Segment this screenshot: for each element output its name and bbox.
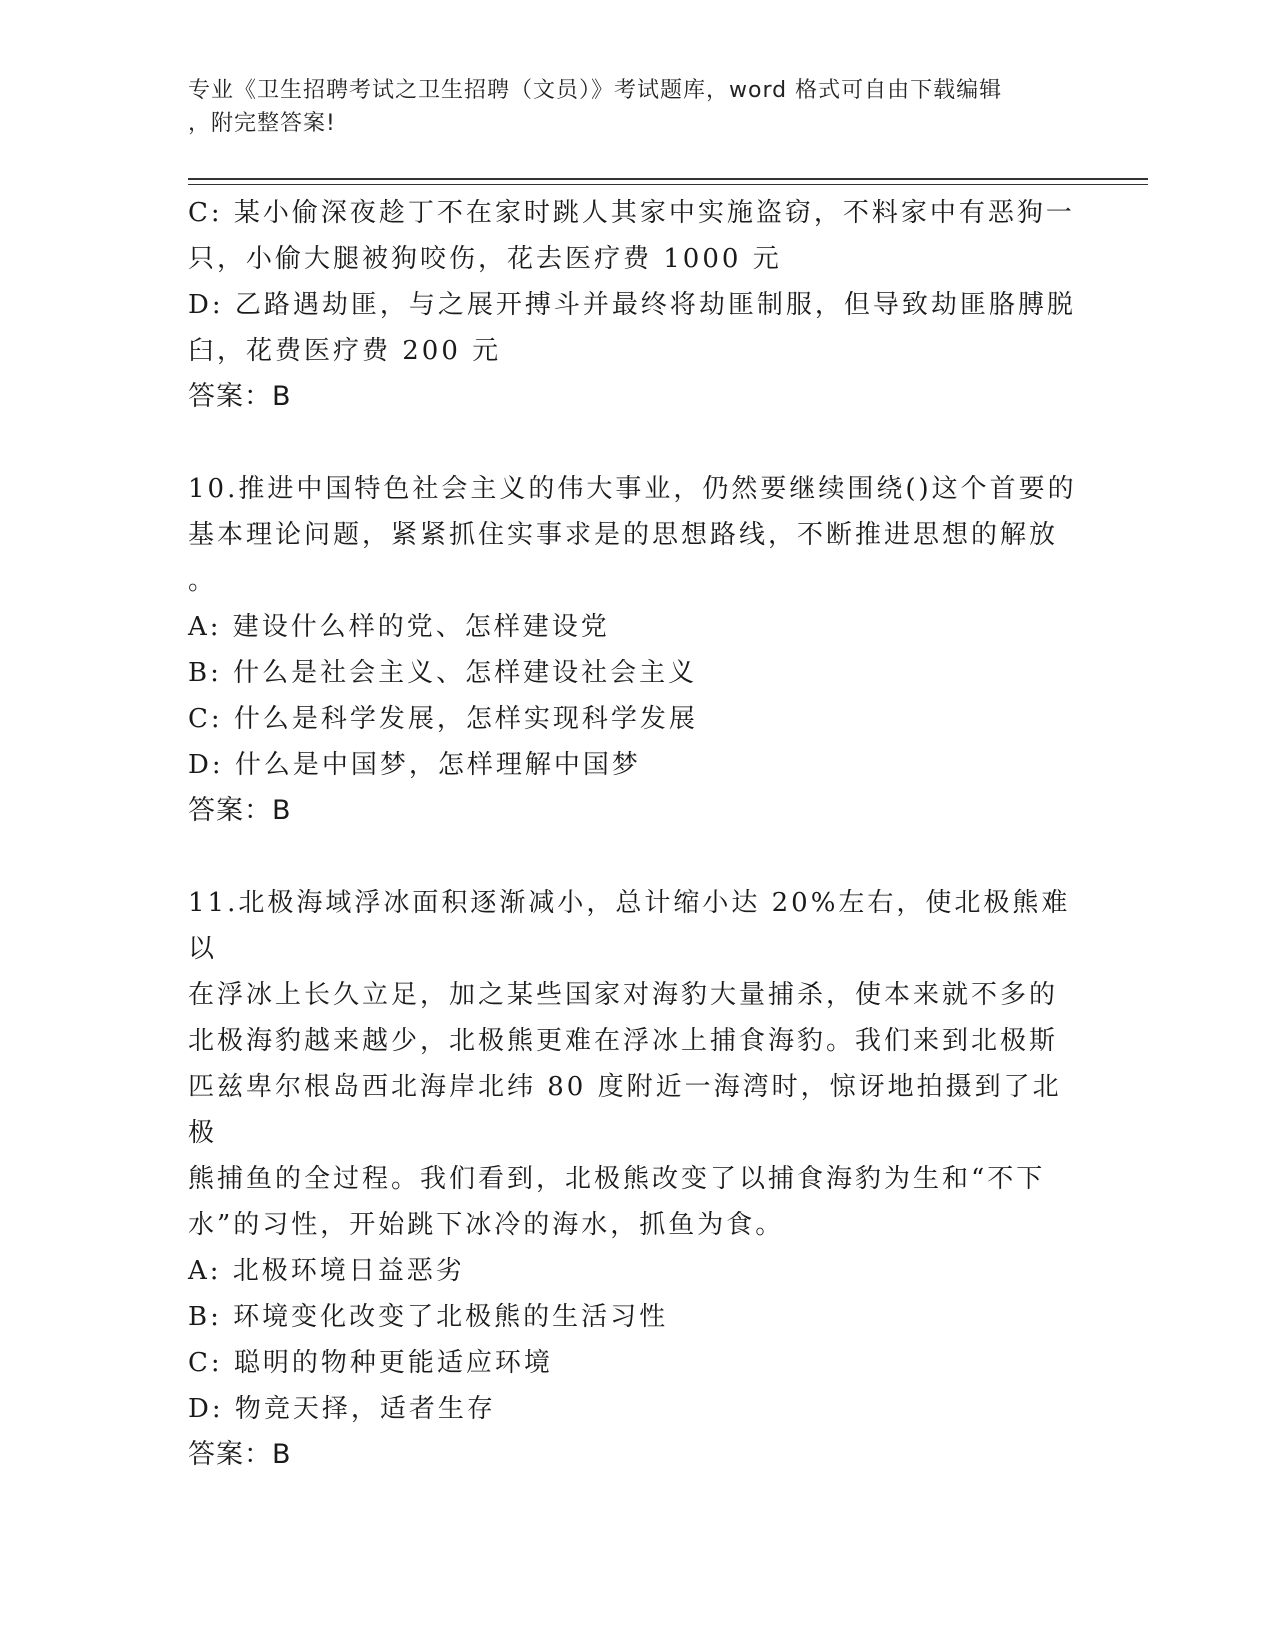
stem-line: 11.北极海域浮冰面积逐渐减小，总计缩小达 20%左右，使北极熊难以 (188, 888, 1071, 964)
prev-question (188, 190, 1078, 420)
answer-label: 答案：B (188, 795, 292, 826)
stem-line: 北极海豹越来越少，北极熊更难在浮冰上捕食海豹。我们来到北极斯 (188, 1026, 1059, 1056)
option-line: C: 某小偷深夜趁丁不在家时跳人其家中实施盗窃，不料家中有恶狗一 (188, 198, 1075, 228)
stem-line: 10.推进中国特色社会主义的伟大事业，仍然要继续围绕()这个首要的 (188, 474, 1077, 504)
header-line-2: ，附完整答案! (188, 111, 336, 136)
question-11 (188, 880, 1078, 1478)
stem-line: 。 (188, 566, 218, 596)
option-c: C: 什么是科学发展，怎样实现科学发展 (188, 704, 698, 734)
option-d: D: 什么是中国梦，怎样理解中国梦 (188, 750, 641, 780)
option-line: 只，小偷大腿被狗咬伤，花去医疗费 1000 元 (188, 244, 782, 274)
stem-line: 在浮冰上长久立足，加之某些国家对海豹大量捕杀，使本来就不多的 (188, 980, 1059, 1010)
option-c: C: 聪明的物种更能适应环境 (188, 1348, 553, 1378)
option-a: A: 建设什么样的党、怎样建设党 (188, 612, 610, 642)
option-b: B: 什么是社会主义、怎样建设社会主义 (188, 658, 698, 688)
option-c (188, 190, 1078, 282)
answer-label: 答案：B (188, 381, 292, 412)
header-line-1: 专业《卫生招聘考试之卫生招聘（文员）》考试题库，word 格式可自由下载编辑 (188, 78, 1003, 103)
header-divider-thin (188, 184, 1148, 185)
option-line: D: 乙路遇劫匪，与之展开搏斗并最终将劫匪制服，但导致劫匪胳膊脱 (188, 290, 1076, 320)
header-divider-thick (188, 178, 1148, 180)
stem-line: 熊捕鱼的全过程。我们看到，北极熊改变了以捕食海豹为生和“不下 (188, 1164, 1046, 1194)
stem-line: 水”的习性，开始跳下冰冷的海水，抓鱼为食。 (188, 1210, 785, 1240)
question-stem (188, 880, 1078, 1248)
option-line: 臼，花费医疗费 200 元 (188, 336, 502, 366)
spacer (188, 420, 1078, 466)
stem-line: 基本理论问题，紧紧抓住实事求是的思想路线，不断推进思想的解放 (188, 520, 1059, 550)
stem-line: 匹兹卑尔根岛西北海岸北纬 80 度附近一海湾时，惊讶地拍摄到了北极 (188, 1072, 1062, 1148)
option-a: A: 北极环境日益恶劣 (188, 1256, 465, 1286)
question-10 (188, 466, 1078, 834)
option-b: B: 环境变化改变了北极熊的生活习性 (188, 1302, 669, 1332)
spacer (188, 834, 1078, 880)
question-stem (188, 466, 1078, 604)
option-d (188, 282, 1078, 374)
document-body (188, 190, 1078, 1478)
document-header (188, 74, 1068, 140)
answer-label: 答案：B (188, 1439, 292, 1470)
option-d: D: 物竞天择，适者生存 (188, 1394, 496, 1424)
